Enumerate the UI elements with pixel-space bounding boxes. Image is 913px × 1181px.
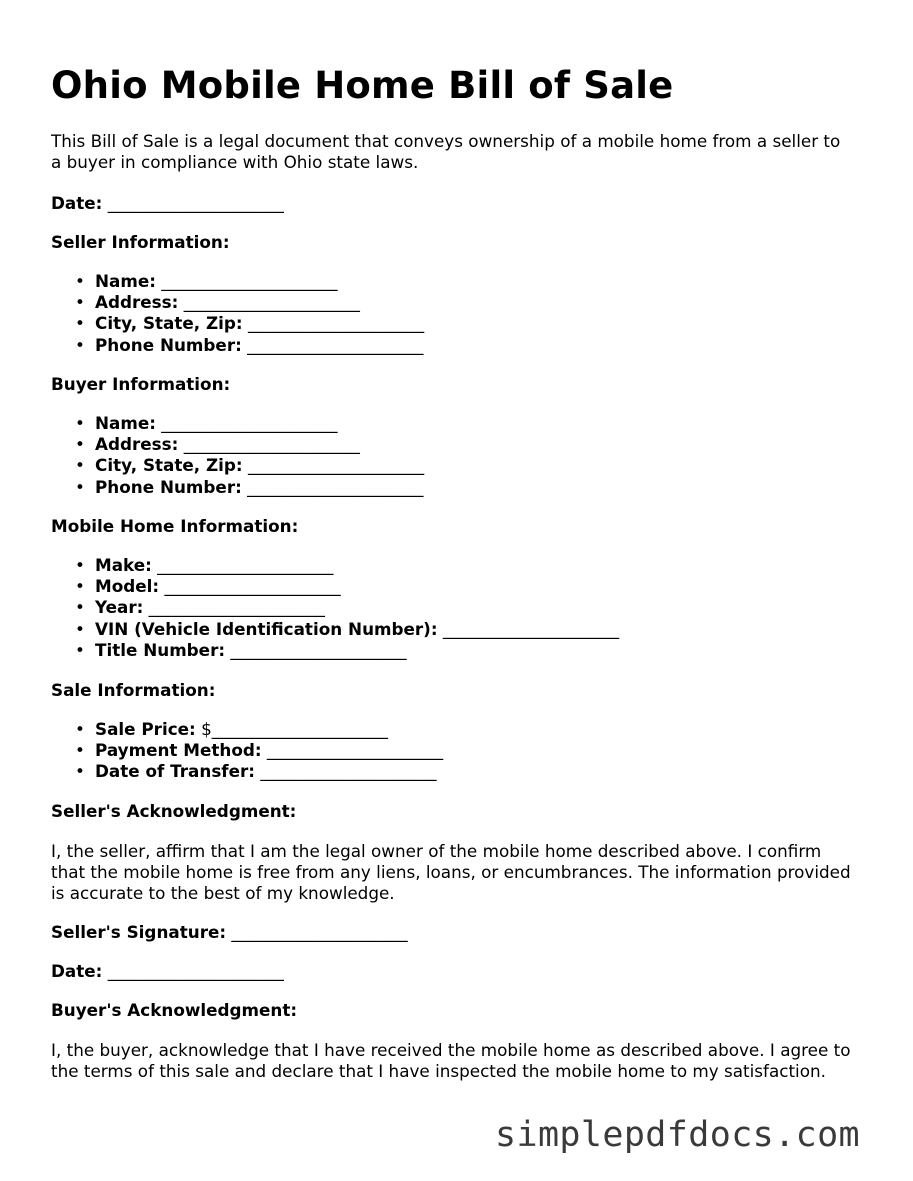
sale-price-prefix: $ (201, 719, 212, 739)
seller-date-blank[interactable]: _____________________ (107, 961, 284, 981)
list-item (51, 413, 424, 434)
buyer-address-blank[interactable]: _____________________ (183, 434, 360, 455)
page-title: Ohio Mobile Home Bill of Sale (51, 64, 674, 107)
seller-heading: Seller Information: (51, 232, 230, 252)
list-item (51, 313, 424, 334)
seller-city-blank[interactable]: _____________________ (247, 313, 425, 334)
home-heading: Mobile Home Information: (51, 516, 299, 536)
list-item (51, 619, 619, 640)
list-item (51, 292, 424, 313)
seller-field-list (51, 271, 424, 356)
buyer-address-label: Address: (95, 434, 179, 455)
seller-name-blank[interactable]: _____________________ (161, 271, 338, 291)
seller-ack-heading: Seller's Acknowledgment: (51, 801, 297, 821)
seller-phone-blank[interactable]: _____________________ (247, 334, 424, 355)
home-vin-blank[interactable]: _____________________ (442, 618, 620, 639)
date-field (51, 193, 284, 214)
intro-paragraph: This Bill of Sale is a legal document that conveys ownership of a mobile home from a seller to a buyer in compliance with Ohio state laws. (51, 131, 841, 173)
transfer-date-blank[interactable]: _____________________ (260, 761, 437, 782)
list-item (51, 719, 443, 740)
seller-date-label: Date: (51, 961, 103, 981)
buyer-phone-blank[interactable]: _____________________ (247, 476, 424, 497)
seller-date-field (51, 961, 284, 982)
home-model-blank[interactable]: _____________________ (164, 576, 341, 597)
seller-signature-field (51, 922, 408, 943)
home-title-number-label: Title Number: (95, 639, 226, 660)
seller-ack-text: I, the seller, affirm that I am the legal owner of the mobile home described above. I confirm that the mobile home is free from any liens, loans, or encumbrances. The information provided is accurate to the best of my knowledge. (51, 841, 851, 904)
home-make-label: Make: (95, 555, 152, 575)
buyer-heading: Buyer Information: (51, 374, 231, 394)
payment-method-label: Payment Method: (95, 740, 262, 761)
seller-signature-label: Seller's Signature: (51, 922, 227, 942)
seller-address-blank[interactable]: _____________________ (183, 292, 360, 313)
sale-field-list (51, 719, 443, 783)
payment-method-blank[interactable]: _____________________ (266, 740, 444, 761)
list-item (51, 761, 443, 782)
list-item (51, 477, 424, 498)
seller-city-label: City, State, Zip: (95, 313, 243, 334)
buyer-field-list (51, 413, 424, 498)
list-item (51, 640, 619, 661)
buyer-city-blank[interactable]: _____________________ (247, 455, 425, 476)
list-item (51, 335, 424, 356)
home-year-blank[interactable]: _____________________ (148, 597, 325, 618)
sale-heading: Sale Information: (51, 680, 216, 700)
transfer-date-label: Date of Transfer: (95, 761, 255, 782)
seller-phone-label: Phone Number: (95, 334, 242, 355)
date-blank[interactable]: _____________________ (107, 193, 284, 213)
buyer-phone-label: Phone Number: (95, 476, 242, 497)
home-year-label: Year: (95, 597, 144, 618)
list-item (51, 434, 424, 455)
seller-signature-blank[interactable]: _____________________ (231, 922, 408, 942)
list-item (51, 597, 619, 618)
list-item (51, 740, 443, 761)
buyer-ack-text: I, the buyer, acknowledge that I have received the mobile home as described above. I agree to the terms of this sale and declare that I have inspected the mobile home to my satisfaction. (51, 1040, 851, 1082)
seller-address-label: Address: (95, 292, 179, 313)
list-item (51, 271, 424, 292)
watermark: simplepdfdocs.com (495, 1115, 861, 1155)
buyer-ack-heading: Buyer's Acknowledgment: (51, 1000, 298, 1020)
home-field-list (51, 555, 619, 661)
buyer-city-label: City, State, Zip: (95, 455, 243, 476)
sale-price-blank[interactable]: _____________________ (211, 719, 388, 739)
list-item (51, 576, 619, 597)
date-label: Date: (51, 193, 103, 213)
home-make-blank[interactable]: _____________________ (157, 555, 334, 575)
sale-price-label: Sale Price: (95, 719, 196, 739)
home-vin-label: VIN (Vehicle Identification Number): (95, 618, 438, 639)
home-title-number-blank[interactable]: _____________________ (230, 639, 407, 660)
list-item (51, 455, 424, 476)
buyer-name-blank[interactable]: _____________________ (161, 413, 338, 433)
home-model-label: Model: (95, 576, 160, 597)
list-item (51, 555, 619, 576)
buyer-name-label: Name: (95, 413, 156, 433)
seller-name-label: Name: (95, 271, 156, 291)
